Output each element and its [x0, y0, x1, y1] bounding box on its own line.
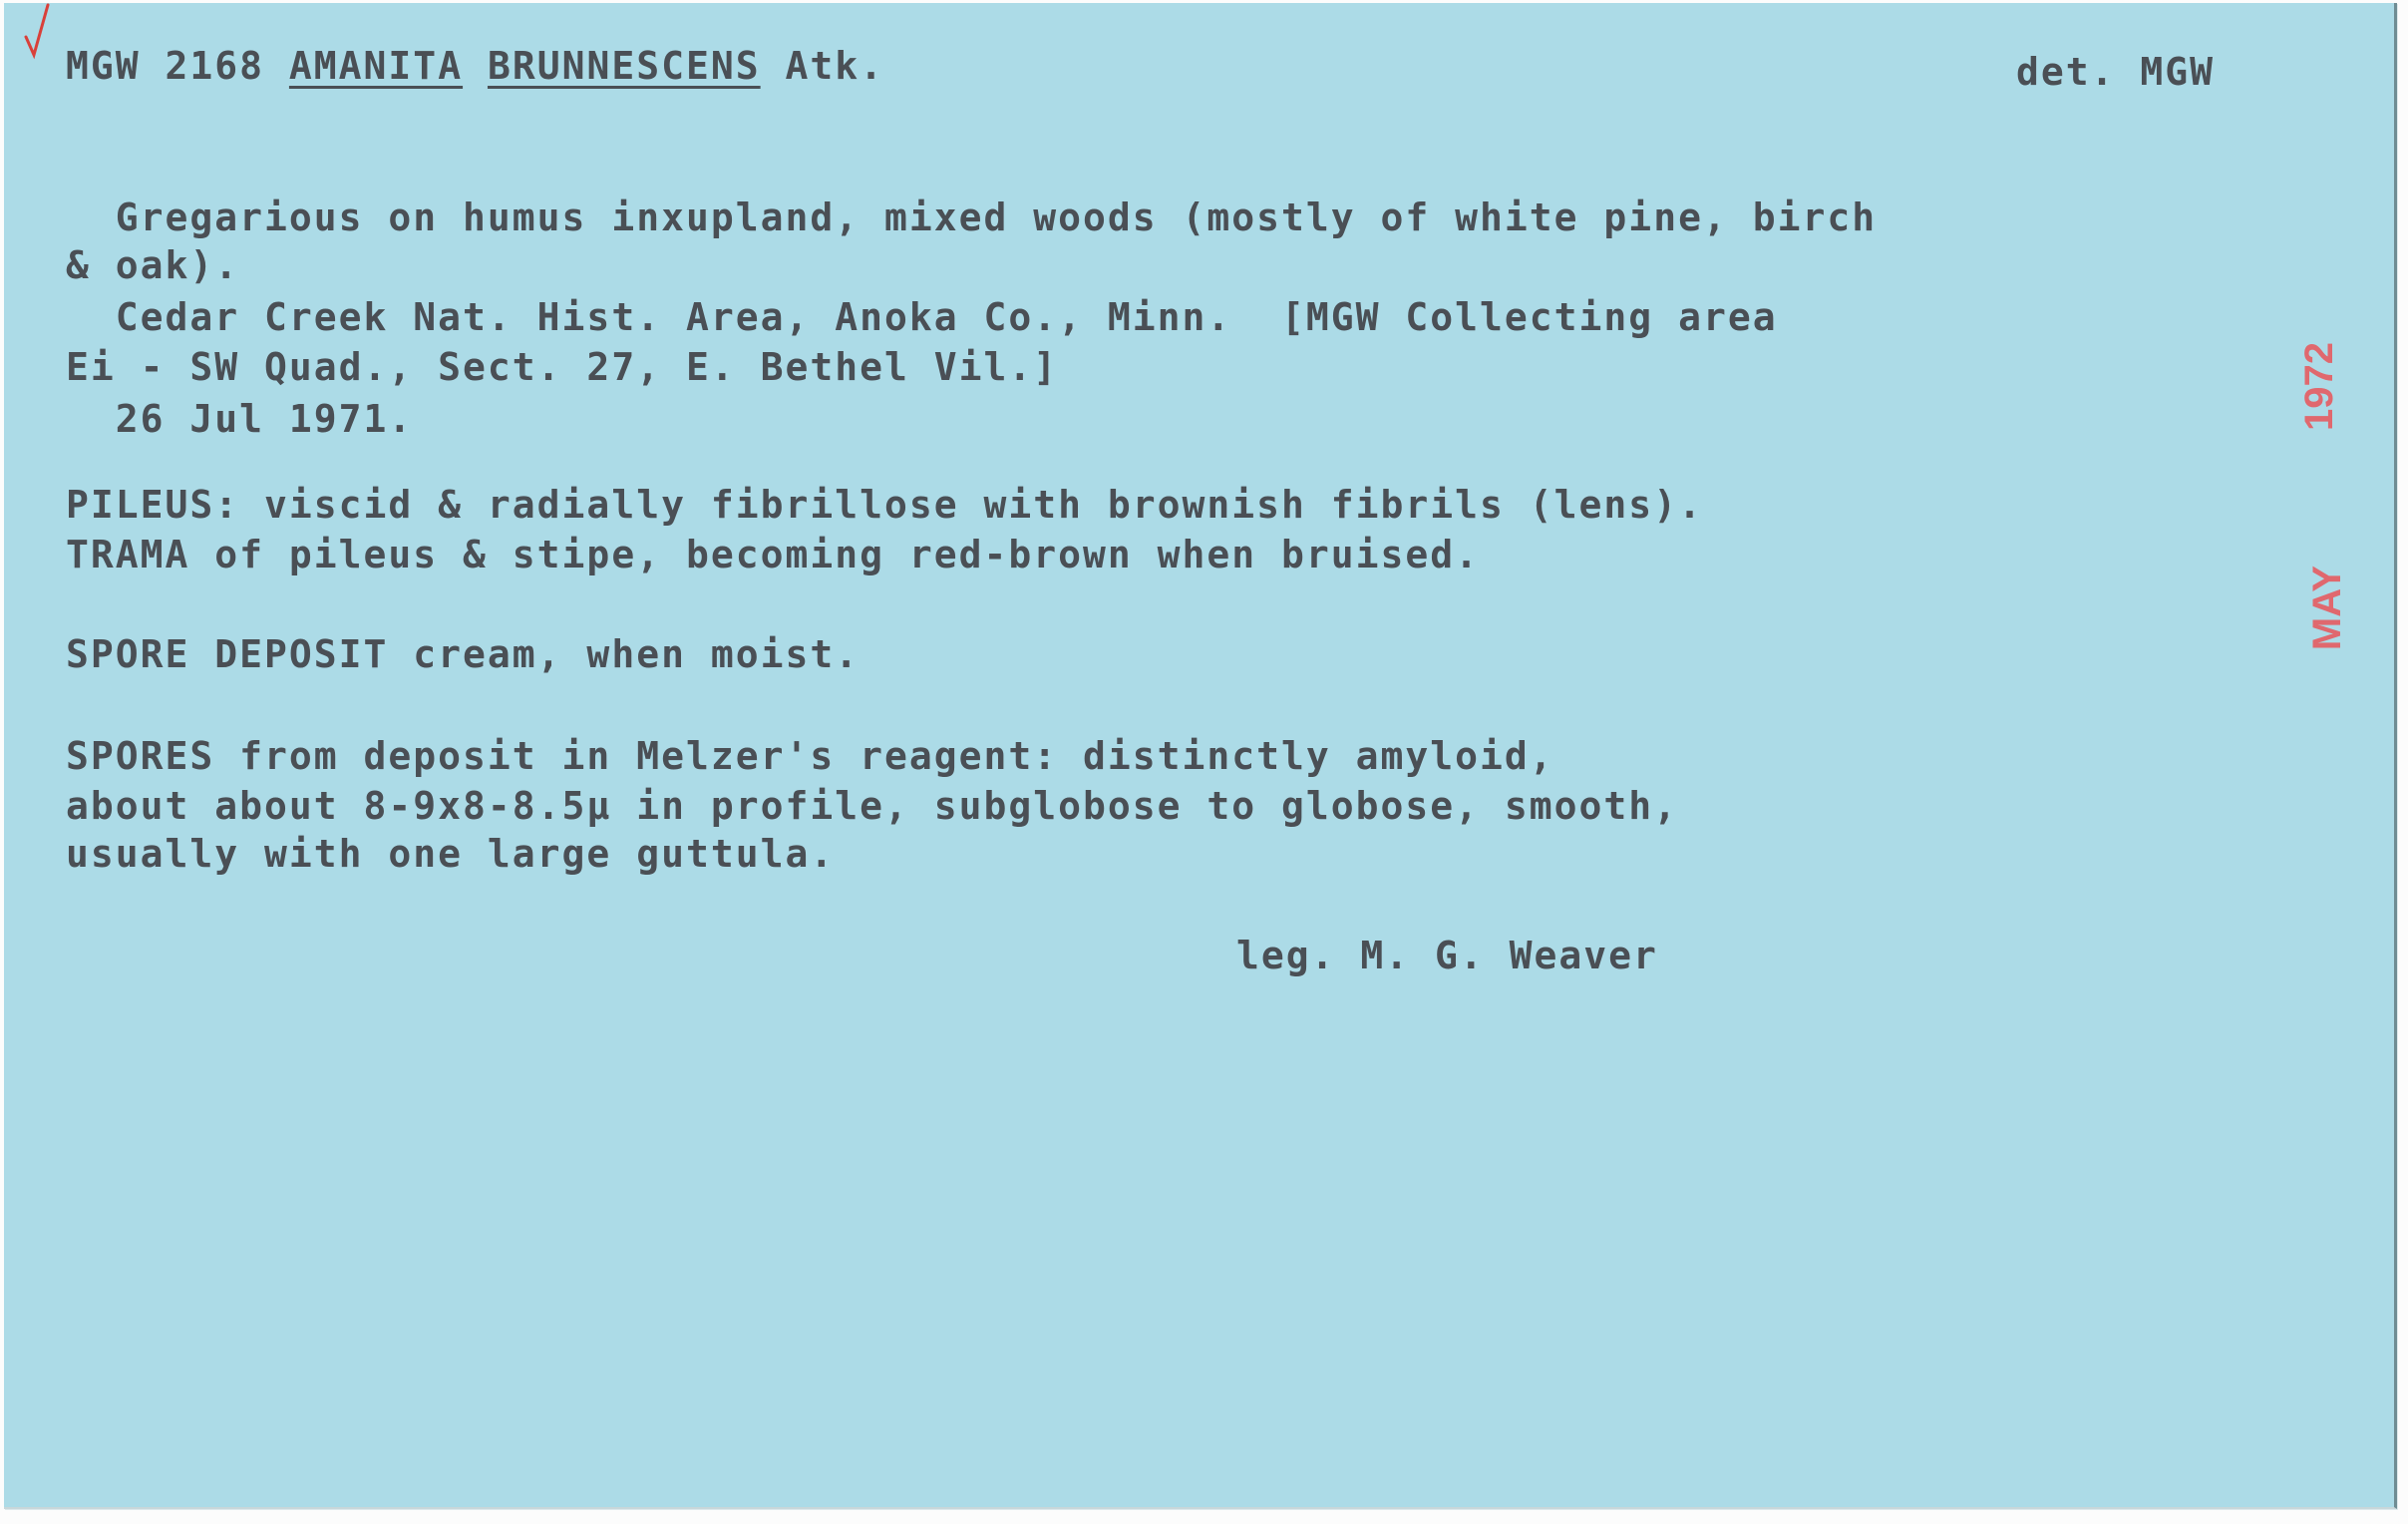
stamp-month: MAY: [2305, 565, 2350, 651]
species-name: BRUNNESCENS: [487, 44, 761, 88]
spore-deposit: SPORE DEPOSIT cream, when moist.: [66, 632, 860, 676]
collector-signature: leg. M. G. Weaver: [1236, 934, 1658, 977]
author-abbrev: Atk.: [785, 44, 885, 88]
stamp-year: 1972: [2296, 342, 2341, 431]
locality-line-2: Ei - SW Quad., Sect. 27, E. Bethel Vil.]: [66, 345, 1059, 389]
spores-line-3: usually with one large guttula.: [66, 832, 836, 876]
index-card: [4, 3, 2397, 1509]
collection-number: MGW 2168: [66, 44, 265, 88]
habitat-line-2: & oak).: [66, 243, 240, 287]
check-mark-icon: [22, 3, 52, 63]
trama-description: TRAMA of pileus & stipe, becoming red-brown when bruised.: [66, 533, 1481, 576]
collection-date: 26 Jul 1971.: [66, 397, 414, 441]
spores-line-1: SPORES from deposit in Melzer's reagent: distinctly amyloid,: [66, 734, 1554, 778]
determiner: det. MGW: [2016, 50, 2216, 94]
habitat-line-1: Gregarious on humus inxupland, mixed woods (mostly of white pine, birch: [66, 195, 1878, 239]
spores-line-2: about about 8-9x8-8.5µ in profile, subglobose to globose, smooth,: [66, 784, 1679, 828]
genus-name: AMANITA: [288, 44, 464, 88]
locality-line-1: Cedar Creek Nat. Hist. Area, Anoka Co., Minn. [MGW Collecting area: [66, 295, 1778, 339]
pileus-description: PILEUS: viscid & radially fibrillose with brownish fibrils (lens).: [66, 483, 1703, 527]
header-line: [66, 44, 885, 88]
